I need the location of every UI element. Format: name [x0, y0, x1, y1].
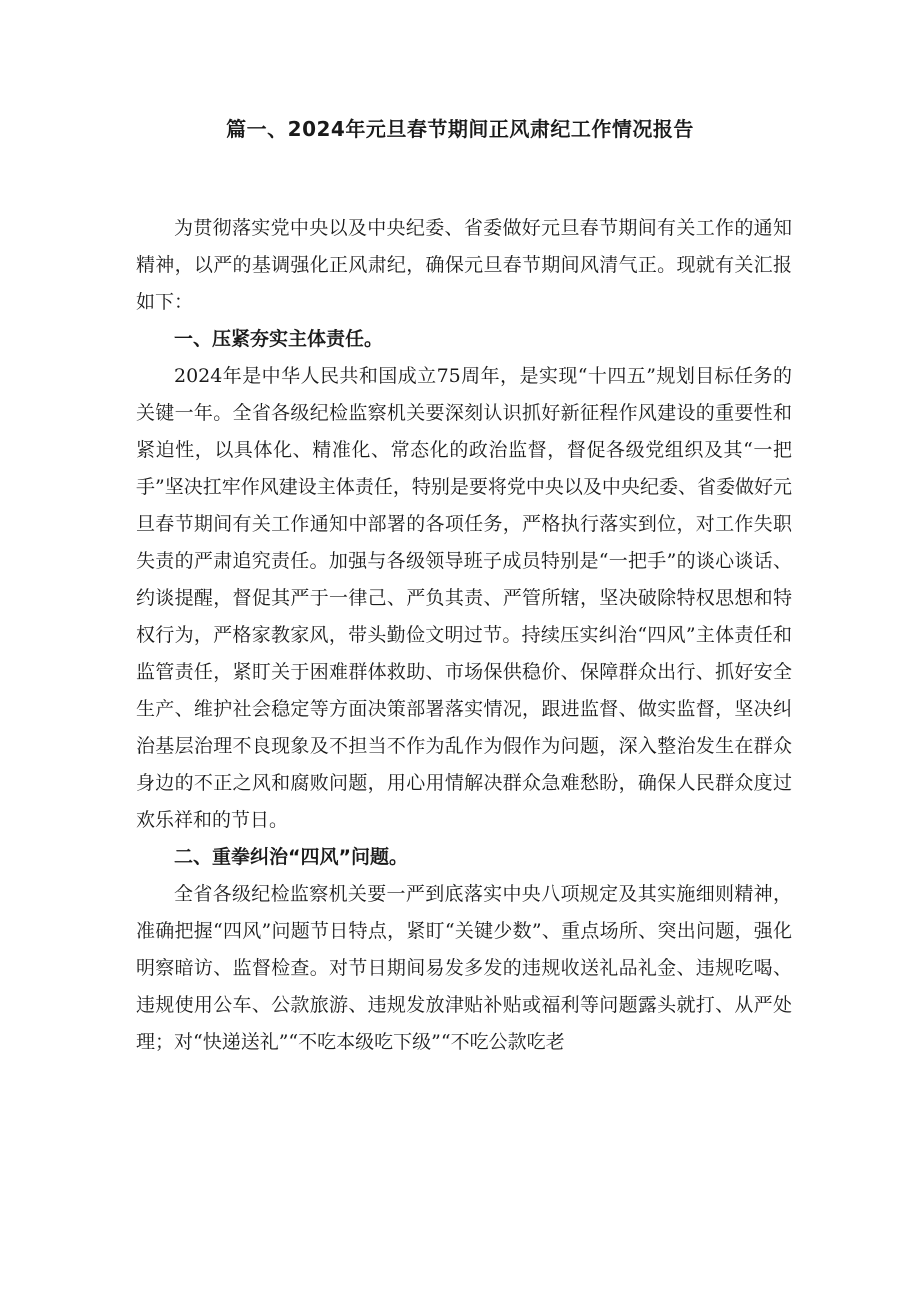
- section-heading-1: 一、压紧夯实主体责任。: [174, 328, 384, 350]
- document-title: 篇一、2024年元旦春节期间正风肃纪工作情况报告: [226, 117, 694, 141]
- section-1-paragraph: 2024年是中华人民共和国成立75周年，是实现“十四五”规划目标任务的关键一年。全省各级纪检监察机关要深刻认识抓好新征程作风建设的重要性和紧迫性，以具体化、精准化、常态化的政治监督，督促各级党组织及其“一把手”坚决扛牢作风建设主体责任，特别是要将党中央以及中央纪委、省委做好元旦春节期间有关工作通知中部署的各项任务，严格执行落实到位，对工作失职失责的严肃追究责任。加强与各级领导班子成员特别是“一把手”的谈心谈话、约谈提醒，督促其严于一律己、严负其责、严管所辖，坚决破除特权思想和特权行为，严格家教家风，带头勤俭文明过节。持续压实纠治“四风”主体责任和监管责任，紧盯关于困难群体救助、市场保供稳价、保障群众出行、抓好安全生产、维护社会稳定等方面决策部署落实情况，跟进监督、做实监督，坚决纠治基层治理不良现象及不担当不作为乱作为假作为问题，深入整治发生在群众身边的不正之风和腐败问题，用心用情解决群众急难愁盼，确保人民群众度过欢乐祥和的节日。: [136, 365, 792, 831]
- section-heading-2: 二、重拳纠治“四风”问题。: [174, 846, 408, 868]
- intro-paragraph: 为贯彻落实党中央以及中央纪委、省委做好元旦春节期间有关工作的通知精神，以严的基调强化正风肃纪，确保元旦春节期间风清气正。现就有关汇报如下：: [136, 217, 792, 313]
- section-2-paragraph: 全省各级纪检监察机关要一严到底落实中央八项规定及其实施细则精神，准确把握“四风”问题节日特点，紧盯“关键少数”、重点场所、突出问题，强化明察暗访、监督检查。对节日期间易发多发的违规收送礼品礼金、违规吃喝、违规使用公车、公款旅游、违规发放津贴补贴或福利等问题露头就打、从严处理；对“快递送礼”“不吃本级吃下级”“不吃公款吃老: [136, 883, 792, 1053]
- document-body: [136, 210, 792, 1061]
